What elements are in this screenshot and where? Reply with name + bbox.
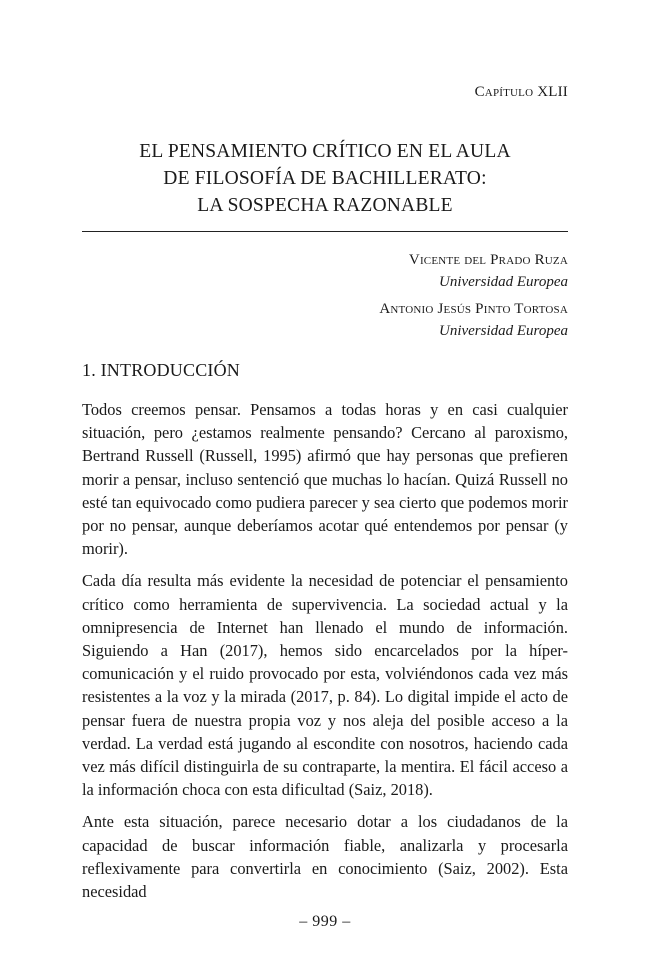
author-name: Antonio Jesús Pinto Tortosa bbox=[379, 301, 568, 317]
author-block bbox=[379, 299, 568, 342]
title-line-2: DE FILOSOFÍA DE BACHILLERATO: bbox=[163, 168, 487, 189]
section-heading: 1. INTRODUCCIÓN bbox=[82, 360, 240, 380]
author-affiliation: Universidad Europea bbox=[438, 322, 568, 339]
paragraph: Ante esta situación, parece necesario dotar a los ciudadanos de la capacidad de buscar información fiable, analizarla y procesarla reflexivamente para convertirla en conocimiento (Saiz, 2002). Esta necesidad bbox=[82, 812, 568, 902]
chapter-label-text: Capítulo XLII bbox=[474, 84, 568, 100]
body-text bbox=[82, 398, 568, 912]
title-line-3: LA SOSPECHA RAZONABLE bbox=[197, 195, 453, 216]
paragraph: Cada día resulta más evidente la necesidad de potenciar el pensamiento crítico como herramienta de supervivencia. La sociedad actual y la omnipresencia de Internet han llenado el mundo de información. Siguiendo a Han (2017), hemos sido encarcelados por la híper-comunicación y el ruido provocado por esta, volviéndonos cada vez más resistentes a la voz y la mirada (2017, p. 84). Lo digital impide el acto de pensar fuera de nuestra propia voz y nos aleja del posible acceso a la verdad. La verdad está jugando al escondite con nosotros, haciendo cada vez más difícil distinguirla de su contraparte, la mentira. El fácil acceso a la información choca con esta dificultad (Saiz, 2018). bbox=[82, 571, 568, 800]
author-list bbox=[379, 250, 568, 342]
page-number: – 999 – bbox=[299, 913, 351, 930]
title-line-1: EL PENSAMIENTO CRÍTICO EN EL AULA bbox=[139, 141, 511, 162]
paper-title bbox=[82, 138, 568, 219]
author-name: Vicente del Prado Ruza bbox=[408, 252, 568, 268]
paragraph: Todos creemos pensar. Pensamos a todas horas y en casi cualquier situación, pero ¿estamos realmente pensando? Cercano al paroxismo, Bertrand Russell (Russell, 1995) afirmó que hay personas que prefieren morir a pensar, incluso sentenció que muchas lo hacían. Quizá Russell no esté tan equivocado como pudiera parecer y sea cierto que podemos morir por no pensar, aunque deberíamos acotar qué entendemos por pensar (y morir). bbox=[82, 400, 568, 559]
author-affiliation: Universidad Europea bbox=[438, 273, 568, 290]
chapter-label bbox=[475, 84, 568, 101]
title-divider bbox=[82, 231, 568, 232]
author-block bbox=[379, 250, 568, 293]
